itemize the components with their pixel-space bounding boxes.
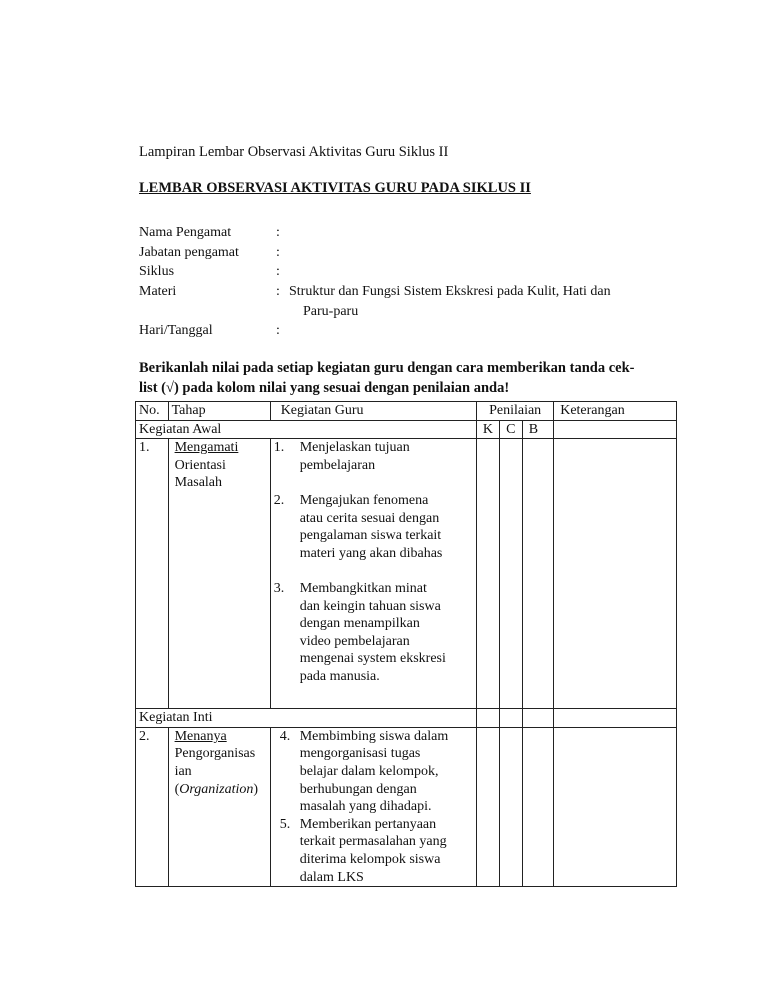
section-row <box>136 420 677 439</box>
field-label-hari-tanggal: Hari/Tanggal <box>139 323 213 338</box>
field-label-siklus: Siklus <box>139 264 175 279</box>
tahap-line: Masalah <box>174 475 223 491</box>
score-cell-c[interactable] <box>499 439 522 709</box>
observation-table <box>135 401 677 887</box>
activity-line: dan keingin tahuan siswa <box>299 598 441 614</box>
field-value-materi-cont: Paru-paru <box>303 304 359 319</box>
keterangan-cell <box>554 420 677 439</box>
table-row <box>136 727 677 886</box>
tahap-line: ian <box>174 763 192 779</box>
header-penilaian: Penilaian <box>477 402 554 421</box>
row-number: 1. <box>136 439 169 709</box>
section-row <box>136 709 677 728</box>
tahap-italic: Organization <box>179 781 254 797</box>
section-title-kegiatan-awal: Kegiatan Awal <box>136 420 477 439</box>
score-cell-b[interactable] <box>522 727 554 886</box>
activity-line: atau cerita sesuai dengan <box>299 510 440 526</box>
activity-line: terkait permasalahan yang <box>299 834 447 850</box>
tahap-cell <box>168 439 270 709</box>
score-cell-c[interactable] <box>499 727 522 886</box>
kegiatan-cell <box>270 727 476 886</box>
activity-item <box>274 728 473 816</box>
tahap-cell <box>168 727 270 886</box>
activity-line: Membimbing siswa dalam <box>299 728 449 744</box>
header-kegiatan-guru: Kegiatan Guru <box>270 402 476 421</box>
field-colon: : <box>276 245 280 260</box>
header-no: No. <box>136 402 169 421</box>
activity-number: 3. <box>273 580 285 596</box>
tahap-line: Mengamati <box>174 440 239 456</box>
score-cell-k[interactable] <box>477 439 500 709</box>
table-row <box>136 439 677 709</box>
score-header-b: B <box>522 420 554 439</box>
activity-number: 5. <box>279 816 291 832</box>
score-header-c: C <box>499 420 522 439</box>
activity-line: video pembelajaran <box>299 633 410 649</box>
keterangan-cell[interactable] <box>554 709 677 728</box>
field-label-nama-pengamat: Nama Pengamat <box>139 225 232 240</box>
activity-line: materi yang akan dibahas <box>299 545 443 561</box>
section-title-kegiatan-inti: Kegiatan Inti <box>136 709 477 728</box>
activity-line: Memberikan pertanyaan <box>299 816 437 832</box>
activity-line: diterima kelompok siswa <box>299 851 441 867</box>
activity-line: mengenai system ekskresi <box>299 651 446 667</box>
activity-line: dalam LKS <box>299 869 364 885</box>
field-colon: : <box>276 284 280 299</box>
table-header-row <box>136 402 677 421</box>
activity-line: Membangkitkan minat <box>299 580 427 596</box>
tahap-line: Orientasi <box>174 457 226 473</box>
activity-item <box>274 492 473 562</box>
form-heading: LEMBAR OBSERVASI AKTIVITAS GURU PADA SIKLUS II <box>139 180 531 196</box>
field-label-materi: Materi <box>139 284 177 299</box>
activity-line: dengan menampilkan <box>299 616 420 632</box>
activity-number: 1. <box>273 440 285 456</box>
activity-line: pada manusia. <box>299 668 380 684</box>
activity-line: pembelajaran <box>299 457 376 473</box>
keterangan-cell[interactable] <box>554 727 677 886</box>
field-label-jabatan-pengamat: Jabatan pengamat <box>139 245 239 260</box>
field-colon: : <box>276 264 280 279</box>
header-tahap: Tahap <box>168 402 270 421</box>
score-cell-k[interactable] <box>477 727 500 886</box>
tahap-line: Pengorganisas <box>174 746 256 762</box>
score-cell-b[interactable] <box>522 439 554 709</box>
field-colon: : <box>276 323 280 338</box>
activity-number: 4. <box>279 728 291 744</box>
score-cell-k[interactable] <box>477 709 500 728</box>
document-title: Lampiran Lembar Observasi Aktivitas Guru Siklus II <box>139 144 449 160</box>
activity-item <box>274 816 473 886</box>
keterangan-cell[interactable] <box>554 439 677 709</box>
kegiatan-cell <box>270 439 476 709</box>
activity-line: berhubungan dengan <box>299 781 417 797</box>
activity-line: Mengajukan fenomena <box>299 492 429 508</box>
activity-item <box>274 439 473 474</box>
activity-number: 2. <box>273 492 285 508</box>
activity-line: pengalaman siswa terkait <box>299 528 442 544</box>
score-cell-c[interactable] <box>499 709 522 728</box>
tahap-line <box>175 781 267 799</box>
paren-open: ( <box>174 781 180 797</box>
activity-line: mengorganisasi tugas <box>299 746 421 762</box>
score-header-k: K <box>477 420 500 439</box>
field-value-materi: Struktur dan Fungsi Sistem Ekskresi pada Kulit, Hati dan <box>289 284 611 299</box>
header-keterangan: Keterangan <box>554 402 677 421</box>
instruction-line-1: Berikanlah nilai pada setiap kegiatan guru dengan cara memberikan tanda cek- <box>139 360 635 376</box>
activity-item <box>274 580 473 686</box>
field-colon: : <box>276 225 280 240</box>
activity-line: belajar dalam kelompok, <box>299 763 439 779</box>
tahap-line: Menanya <box>174 728 227 744</box>
score-cell-b[interactable] <box>522 709 554 728</box>
paren-close: ) <box>253 781 259 797</box>
activity-line: masalah yang dihadapi. <box>299 799 432 815</box>
instruction-line-2: list (√) pada kolom nilai yang sesuai dengan penilaian anda! <box>139 380 510 396</box>
activity-line: Menjelaskan tujuan <box>299 440 410 456</box>
row-number: 2. <box>136 727 169 886</box>
